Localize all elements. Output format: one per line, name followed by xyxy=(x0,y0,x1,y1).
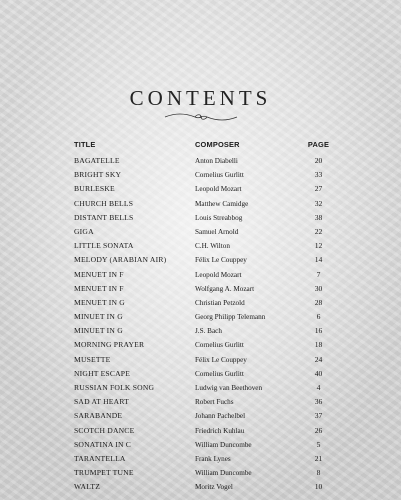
table-row xyxy=(74,310,330,324)
entry-title: BAGATELLE xyxy=(74,156,120,165)
entry-composer: Georg Philipp Telemann xyxy=(195,313,266,322)
entry-composer: Friedrich Kuhlau xyxy=(195,426,245,435)
entry-page: 27 xyxy=(314,184,323,194)
table-row xyxy=(74,338,330,352)
table-row xyxy=(74,268,330,282)
entry-title: MUSETTE xyxy=(74,354,111,364)
entry-title: NIGHT ESCAPE xyxy=(74,368,131,378)
entry-composer: C.H. Wilton xyxy=(195,242,230,251)
entry-title: MINUET IN G xyxy=(74,312,123,322)
entry-page: 18 xyxy=(314,340,323,350)
column-header-title: TITLE xyxy=(74,139,96,149)
entry-composer: J.S. Bach xyxy=(195,327,222,336)
entry-page: 38 xyxy=(314,212,323,222)
entry-title: MENUET IN F xyxy=(74,283,124,293)
table-row xyxy=(74,466,330,480)
entry-page: 20 xyxy=(314,156,323,165)
entry-page: 21 xyxy=(314,453,323,463)
entry-title: DISTANT BELLS xyxy=(74,212,134,222)
entry-composer: Anton Diabelli xyxy=(195,157,238,165)
column-header-page: PAGE xyxy=(307,139,330,149)
entry-title: SCOTCH DANCE xyxy=(74,425,135,435)
entry-title: SONATINA IN C xyxy=(74,439,132,449)
entry-page: 26 xyxy=(314,425,323,435)
entry-page: 5 xyxy=(316,439,321,449)
table-row xyxy=(74,168,330,182)
entry-page: 36 xyxy=(314,397,323,407)
entry-title: TARANTELLA xyxy=(74,453,126,463)
entry-page: 10 xyxy=(314,482,323,492)
table-row xyxy=(74,239,330,253)
entry-composer: Samuel Arnold xyxy=(195,227,239,236)
entry-composer: Leopold Mozart xyxy=(195,270,242,279)
entry-title: MENUET IN F xyxy=(74,269,124,279)
table-row xyxy=(74,296,330,310)
table-row xyxy=(74,324,330,338)
entry-composer: Frank Lynes xyxy=(195,454,231,463)
entry-title: BRIGHT SKY xyxy=(74,170,122,180)
table-row xyxy=(74,395,330,409)
entry-title: MORNING PRAYER xyxy=(74,340,145,350)
entry-title: BURLESKE xyxy=(74,184,115,194)
table-row xyxy=(74,480,330,494)
table-row xyxy=(74,253,330,267)
entry-page: 32 xyxy=(314,198,323,208)
table-row xyxy=(74,154,330,168)
table-row xyxy=(74,381,330,395)
entry-page: 28 xyxy=(314,297,323,307)
entry-title: TRUMPET TUNE xyxy=(74,468,134,478)
entry-title: GIGA xyxy=(74,226,94,236)
entry-title: MENUET IN G xyxy=(74,297,125,307)
table-row xyxy=(74,424,330,438)
entry-title: RUSSIAN FOLK SONG xyxy=(74,383,155,392)
entry-title: SARABANDE xyxy=(74,411,123,421)
entry-page: 14 xyxy=(314,255,323,265)
flourish-ornament-icon xyxy=(161,112,241,122)
table-row xyxy=(74,225,330,239)
entry-composer: Moritz Vogel xyxy=(195,483,233,492)
entry-page: 37 xyxy=(314,411,323,421)
entry-page: 16 xyxy=(314,326,323,336)
entry-composer: Cornelius Gurlitt xyxy=(195,341,244,350)
entry-composer: Johann Pachelbel xyxy=(195,412,246,421)
entry-composer: Cornelius Gurlitt xyxy=(195,369,244,378)
entry-page: 24 xyxy=(314,354,323,364)
entry-composer: Félix Le Couppey xyxy=(195,355,247,364)
entry-page: 33 xyxy=(314,170,323,180)
entry-page: 7 xyxy=(316,269,321,279)
page-title: CONTENTS xyxy=(129,86,272,110)
entry-composer: William Duncombe xyxy=(195,440,252,449)
entry-composer: Leopold Mozart xyxy=(195,185,242,194)
entry-composer: Louis Streabbog xyxy=(195,213,243,222)
table-row xyxy=(74,182,330,196)
table-header xyxy=(74,136,330,154)
entry-page: 40 xyxy=(314,368,323,378)
entry-title: LITTLE SONATA xyxy=(74,241,134,251)
entry-page: 30 xyxy=(314,283,323,293)
entry-title: SAD AT HEART xyxy=(74,397,129,407)
entry-composer: Robert Fuchs xyxy=(195,398,234,407)
table-row xyxy=(74,211,330,225)
entry-page: 22 xyxy=(314,226,323,236)
table-row xyxy=(74,197,330,211)
entry-composer: Cornelius Gurlitt xyxy=(195,171,244,180)
entry-composer: William Duncombe xyxy=(195,469,252,478)
table-row xyxy=(74,452,330,466)
table-row xyxy=(74,353,330,367)
contents-table xyxy=(74,136,330,495)
entry-title: CHURCH BELLS xyxy=(74,198,134,208)
table-row xyxy=(74,367,330,381)
entry-title: MELODY (ARABIAN AIR) xyxy=(74,255,167,265)
entry-composer: Christian Petzold xyxy=(195,298,245,307)
entry-title: WALTZ xyxy=(74,482,101,492)
table-row xyxy=(74,282,330,296)
entry-composer: Ludwig van Beethoven xyxy=(195,384,263,392)
entry-title: MINUET IN G xyxy=(74,326,123,336)
table-row xyxy=(74,438,330,452)
entry-page: 4 xyxy=(316,383,321,392)
entry-composer: Félix Le Couppey xyxy=(195,256,247,265)
column-header-composer: COMPOSER xyxy=(195,139,240,149)
entry-composer: Wolfgang A. Mozart xyxy=(195,284,255,293)
contents-header xyxy=(0,86,401,122)
table-row xyxy=(74,409,330,423)
entry-page: 6 xyxy=(316,312,321,322)
entry-page: 12 xyxy=(314,241,323,251)
entry-page: 8 xyxy=(316,468,321,478)
entry-composer: Matthew Camidge xyxy=(195,199,249,208)
